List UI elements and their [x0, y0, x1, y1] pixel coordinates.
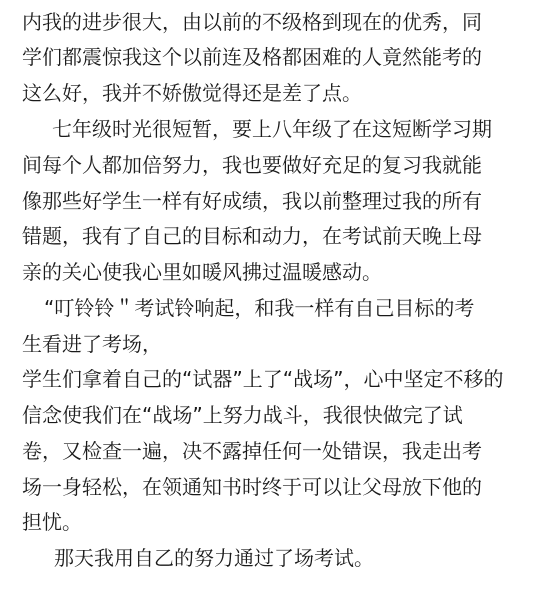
text-line-15: 担忧。 [22, 510, 82, 534]
text-line-13: 卷，又检查一遍，决不露掉任何一处错误，我走出考 [22, 439, 482, 463]
text-line-2: 学们都震惊我这个以前连及格都困难的人竟然能考的 [22, 45, 482, 69]
text-line-1: 内我的进步很大，由以前的不级格到现在的优秀，同 [22, 10, 482, 34]
text-line-6: 像那些好学生一样有好成绩，我以前整理过我的所有 [22, 189, 482, 213]
text-line-8: 亲的关心使我心里如暖风拂过温暖感动。 [22, 260, 382, 284]
text-line-7: 错题，我有了自己的目标和动力，在考试前天晚上母 [22, 224, 482, 248]
text-line-14: 场一身轻松，在领通知书时终于可以让父母放下他的 [22, 475, 482, 499]
text-line-10: 生看进了考场， [22, 332, 162, 356]
text-line-3: 这么好，我并不娇傲觉得还是差了点。 [22, 81, 362, 105]
text-line-11: 学生们拿着自己的“试器”上了“战场”，心中坚定不移的 [22, 367, 504, 391]
text-line-12: 信念使我们在“战场”上努力战斗，我很快做完了试 [22, 403, 463, 427]
text-line-4: 七年级时光很短暂，要上八年级了在这短断学习期 [52, 117, 492, 141]
text-line-9: “叮铃铃＂考试铃响起，和我一样有自己目标的考 [44, 296, 475, 320]
text-line-5: 间每个人都加倍努力，我也要做好充足的复习我就能 [22, 153, 482, 177]
text-line-16: 那天我用自乙的努力通过了场考试。 [54, 546, 374, 570]
